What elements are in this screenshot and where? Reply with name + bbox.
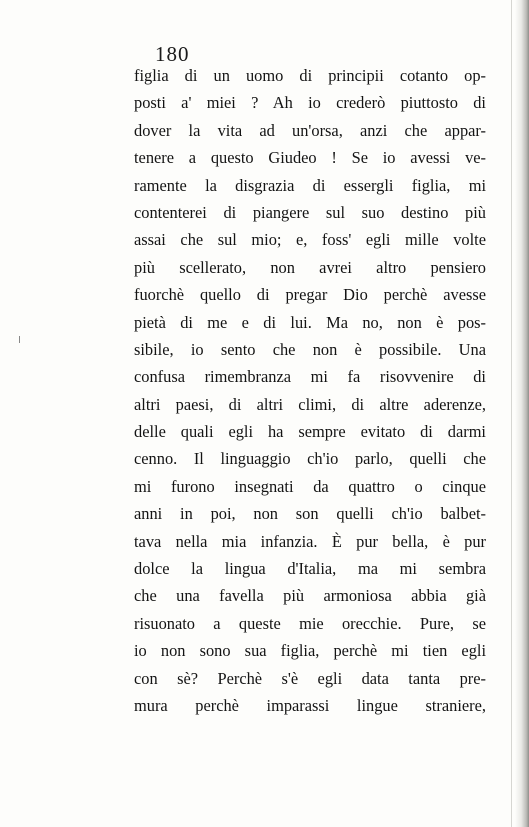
text-line-5: ramente la disgrazia di essergli figlia, mi: [134, 175, 486, 195]
text-line-21: risuonato a queste mie orecchie. Pure, se: [134, 613, 486, 633]
text-line-11: sibile, io sento che non è possibile. Una: [134, 339, 486, 359]
text-line-20: che una favella più armoniosa abbia già: [134, 586, 486, 606]
text-line-9: fuorchè quello di pregar Dio perchè avesse: [134, 285, 486, 305]
text-line-14: delle quali egli ha sempre evitato di darmi: [134, 422, 486, 442]
text-line-22: io non sono sua figlia, perchè mi tien egli: [134, 641, 486, 661]
text-line-19: dolce la lingua d'Italia, ma mi sembra: [134, 559, 486, 579]
text-line-3: dover la vita ad un'orsa, anzi che appar-: [134, 120, 486, 140]
text-line-12: confusa rimembranza mi fa risovvenire di: [134, 367, 486, 387]
text-line-18: tava nella mia infanzia. È pur bella, è pur: [134, 531, 486, 551]
text-line-17: anni in poi, non son quelli ch'io balbet-: [134, 504, 486, 524]
text-line-13: altri paesi, di altri climi, di altre aderenze,: [134, 394, 486, 414]
text-line-8: più scellerato, non avrei altro pensiero: [134, 257, 486, 277]
page-number: 180: [155, 42, 190, 66]
binding-shadow-line: [511, 0, 512, 827]
page-binding-edge: [515, 0, 529, 827]
body-text: [134, 62, 486, 719]
text-line-7: assai che sul mio; e, foss' egli mille volte: [134, 230, 486, 250]
text-line-6: contenterei di piangere sul suo destino più: [134, 202, 486, 222]
text-line-15: cenno. Il linguaggio ch'io parlo, quelli che: [134, 449, 486, 469]
paper-speck: [19, 336, 20, 343]
text-line-23: con sè? Perchè s'è egli data tanta pre-: [134, 668, 486, 688]
text-line-16: mi furono insegnati da quattro o cinque: [134, 476, 486, 496]
text-line-1: figlia di un uomo di principii cotanto op-: [134, 66, 486, 85]
text-line-24: mura perchè imparassi lingue straniere,: [134, 695, 486, 715]
text-line-4: tenere a questo Giudeo ! Se io avessi ve-: [134, 148, 486, 168]
text-line-2: posti a' miei ? Ah io crederò piuttosto di: [134, 93, 486, 113]
text-line-10: pietà di me e di lui. Ma no, non è pos-: [134, 312, 486, 332]
